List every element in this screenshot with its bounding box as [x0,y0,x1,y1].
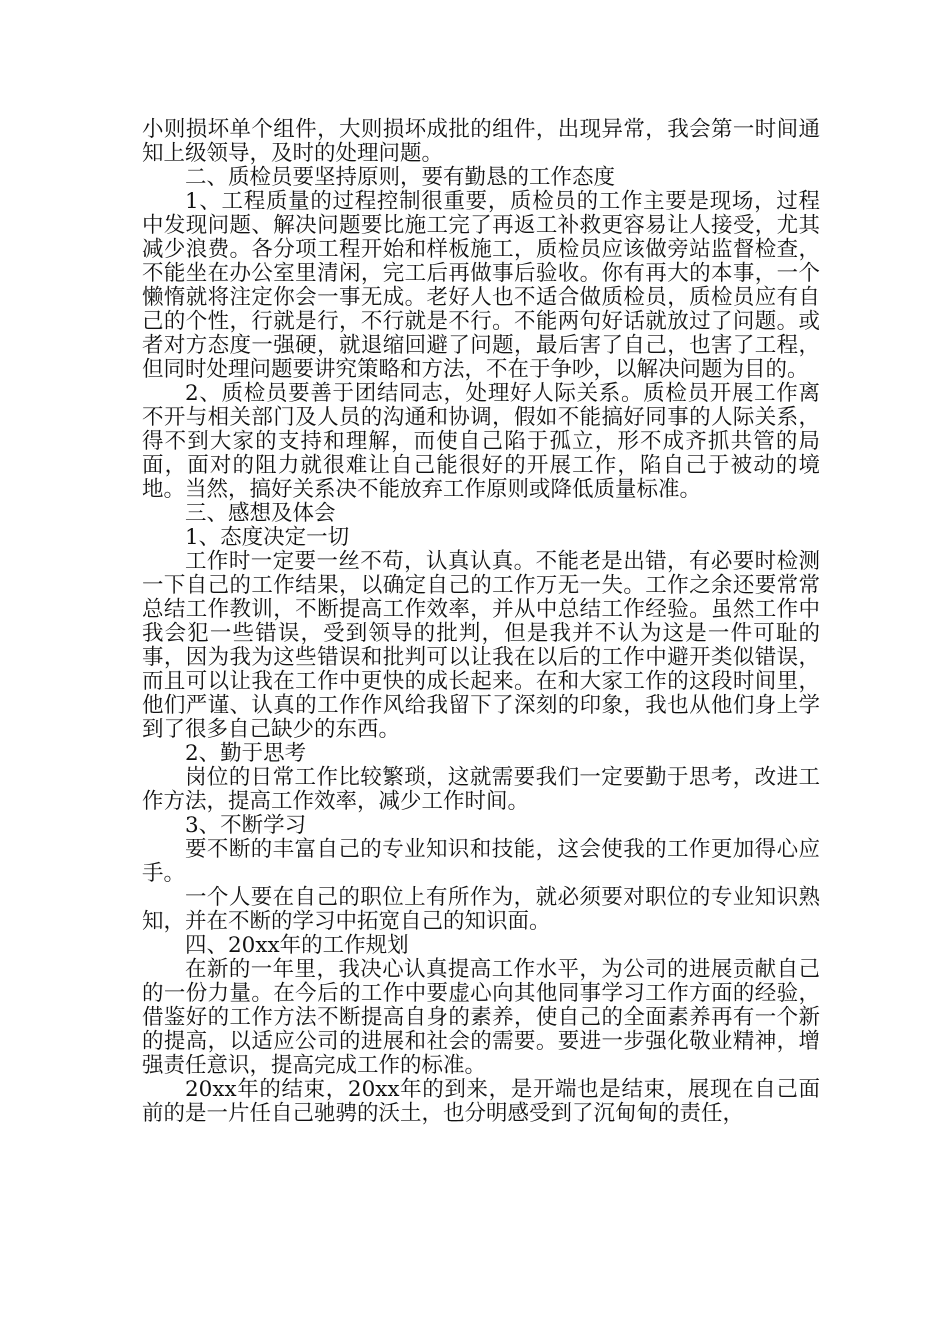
paragraph-plan: 在新的一年里，我决心认真提高工作水平，为公司的进展贡献自己的一份力量。在今后的工作中要虚心向其他同事学习工作方面的经验，借鉴好的工作方法不断提高自身的素养，使自己的全面素养再有一个新的提高，以适应公司的进展和社会的需要。要进一步强化敬业精神，增强责任意识，提高完成工作的标准。 [142,957,820,1078]
paragraph-teamwork: 2、质检员要善于团结同志，处理好人际关系。质检员开展工作离不开与相关部门及人员的沟通和协调，假如不能搞好同事的人际关系，得不到大家的支持和理解，而使自己陷于孤立，形不成齐抓共管的局面，面对的阻力就很难让自己能很好的开展工作，陷自己于被动的境地。当然，搞好关系决不能放弃工作原则或降低质量标准。 [142,381,820,502]
section-heading-2: 二、质检员要坚持原则，要有勤恳的工作态度 [185,165,616,190]
subheading-thinking: 2、勤于思考 [185,741,307,766]
paragraph-learning-1: 要不断的丰富自己的专业知识和技能，这会使我的工作更加得心应手。 [142,837,820,886]
paragraph-learning-2: 一个人要在自己的职位上有所作为，就必须要对职位的专业知识熟知，并在不断的学习中拓宽自己的知识面。 [142,885,820,934]
paragraph-closing: 20xx年的结束，20xx年的到来，是开端也是结束，展现在自己面前的是一片任自己驰骋的沃土，也分明感受到了沉甸甸的责任， [142,1077,820,1126]
subheading-learning: 3、不断学习 [185,813,307,838]
paragraph-thinking: 岗位的日常工作比较繁琐，这就需要我们一定要勤于思考，改进工作方法，提高工作效率，减少工作时间。 [142,765,820,814]
paragraph-process-control: 1、工程质量的过程控制很重要，质检员的工作主要是现场，过程中发现问题、解决问题要比施工完了再返工补救更容易让人接受，尤其减少浪费。各分项工程开始和样板施工，质检员应该做旁站监督检查，不能坐在办公室里清闲，完工后再做事后验收。你有再大的本事，一个懒惰就将注定你会一事无成。老好人也不适合做质检员，质检员应有自己的个性，行就是行，不行就是不行。不能两句好话就放过了问题。或者对方态度一强硬，就退缩回避了问题，最后害了自己，也害了工程，但同时处理问题要讲究策略和方法，不在于争吵，以解决问题为目的。 [142,189,820,382]
section-heading-4: 四、20xx年的工作规划 [185,933,409,958]
paragraph-attitude: 工作时一定要一丝不苟，认真认真。不能老是出错，有必要时检测一下自己的工作结果，以确定自己的工作万无一失。工作之余还要常常总结工作教训，不断提高工作效率，并从中总结工作经验。虽然工作中我会犯一些错误，受到领导的批判，但是我并不认为这是一件可耻的事，因为我为这些错误和批判可以让我在以后的工作中避开类似错误，而且可以让我在工作中更快的成长起来。在和大家工作的这段时间里，他们严谨、认真的工作作风给我留下了深刻的印象，我也从他们身上学到了很多自己缺少的东西。 [142,549,820,742]
subheading-attitude: 1、态度决定一切 [185,525,350,550]
section-heading-3: 三、感想及体会 [185,501,336,526]
paragraph-continuation: 小则损坏单个组件，大则损坏成批的组件，出现异常，我会第一时间通知上级领导，及时的处理问题。 [142,117,820,166]
